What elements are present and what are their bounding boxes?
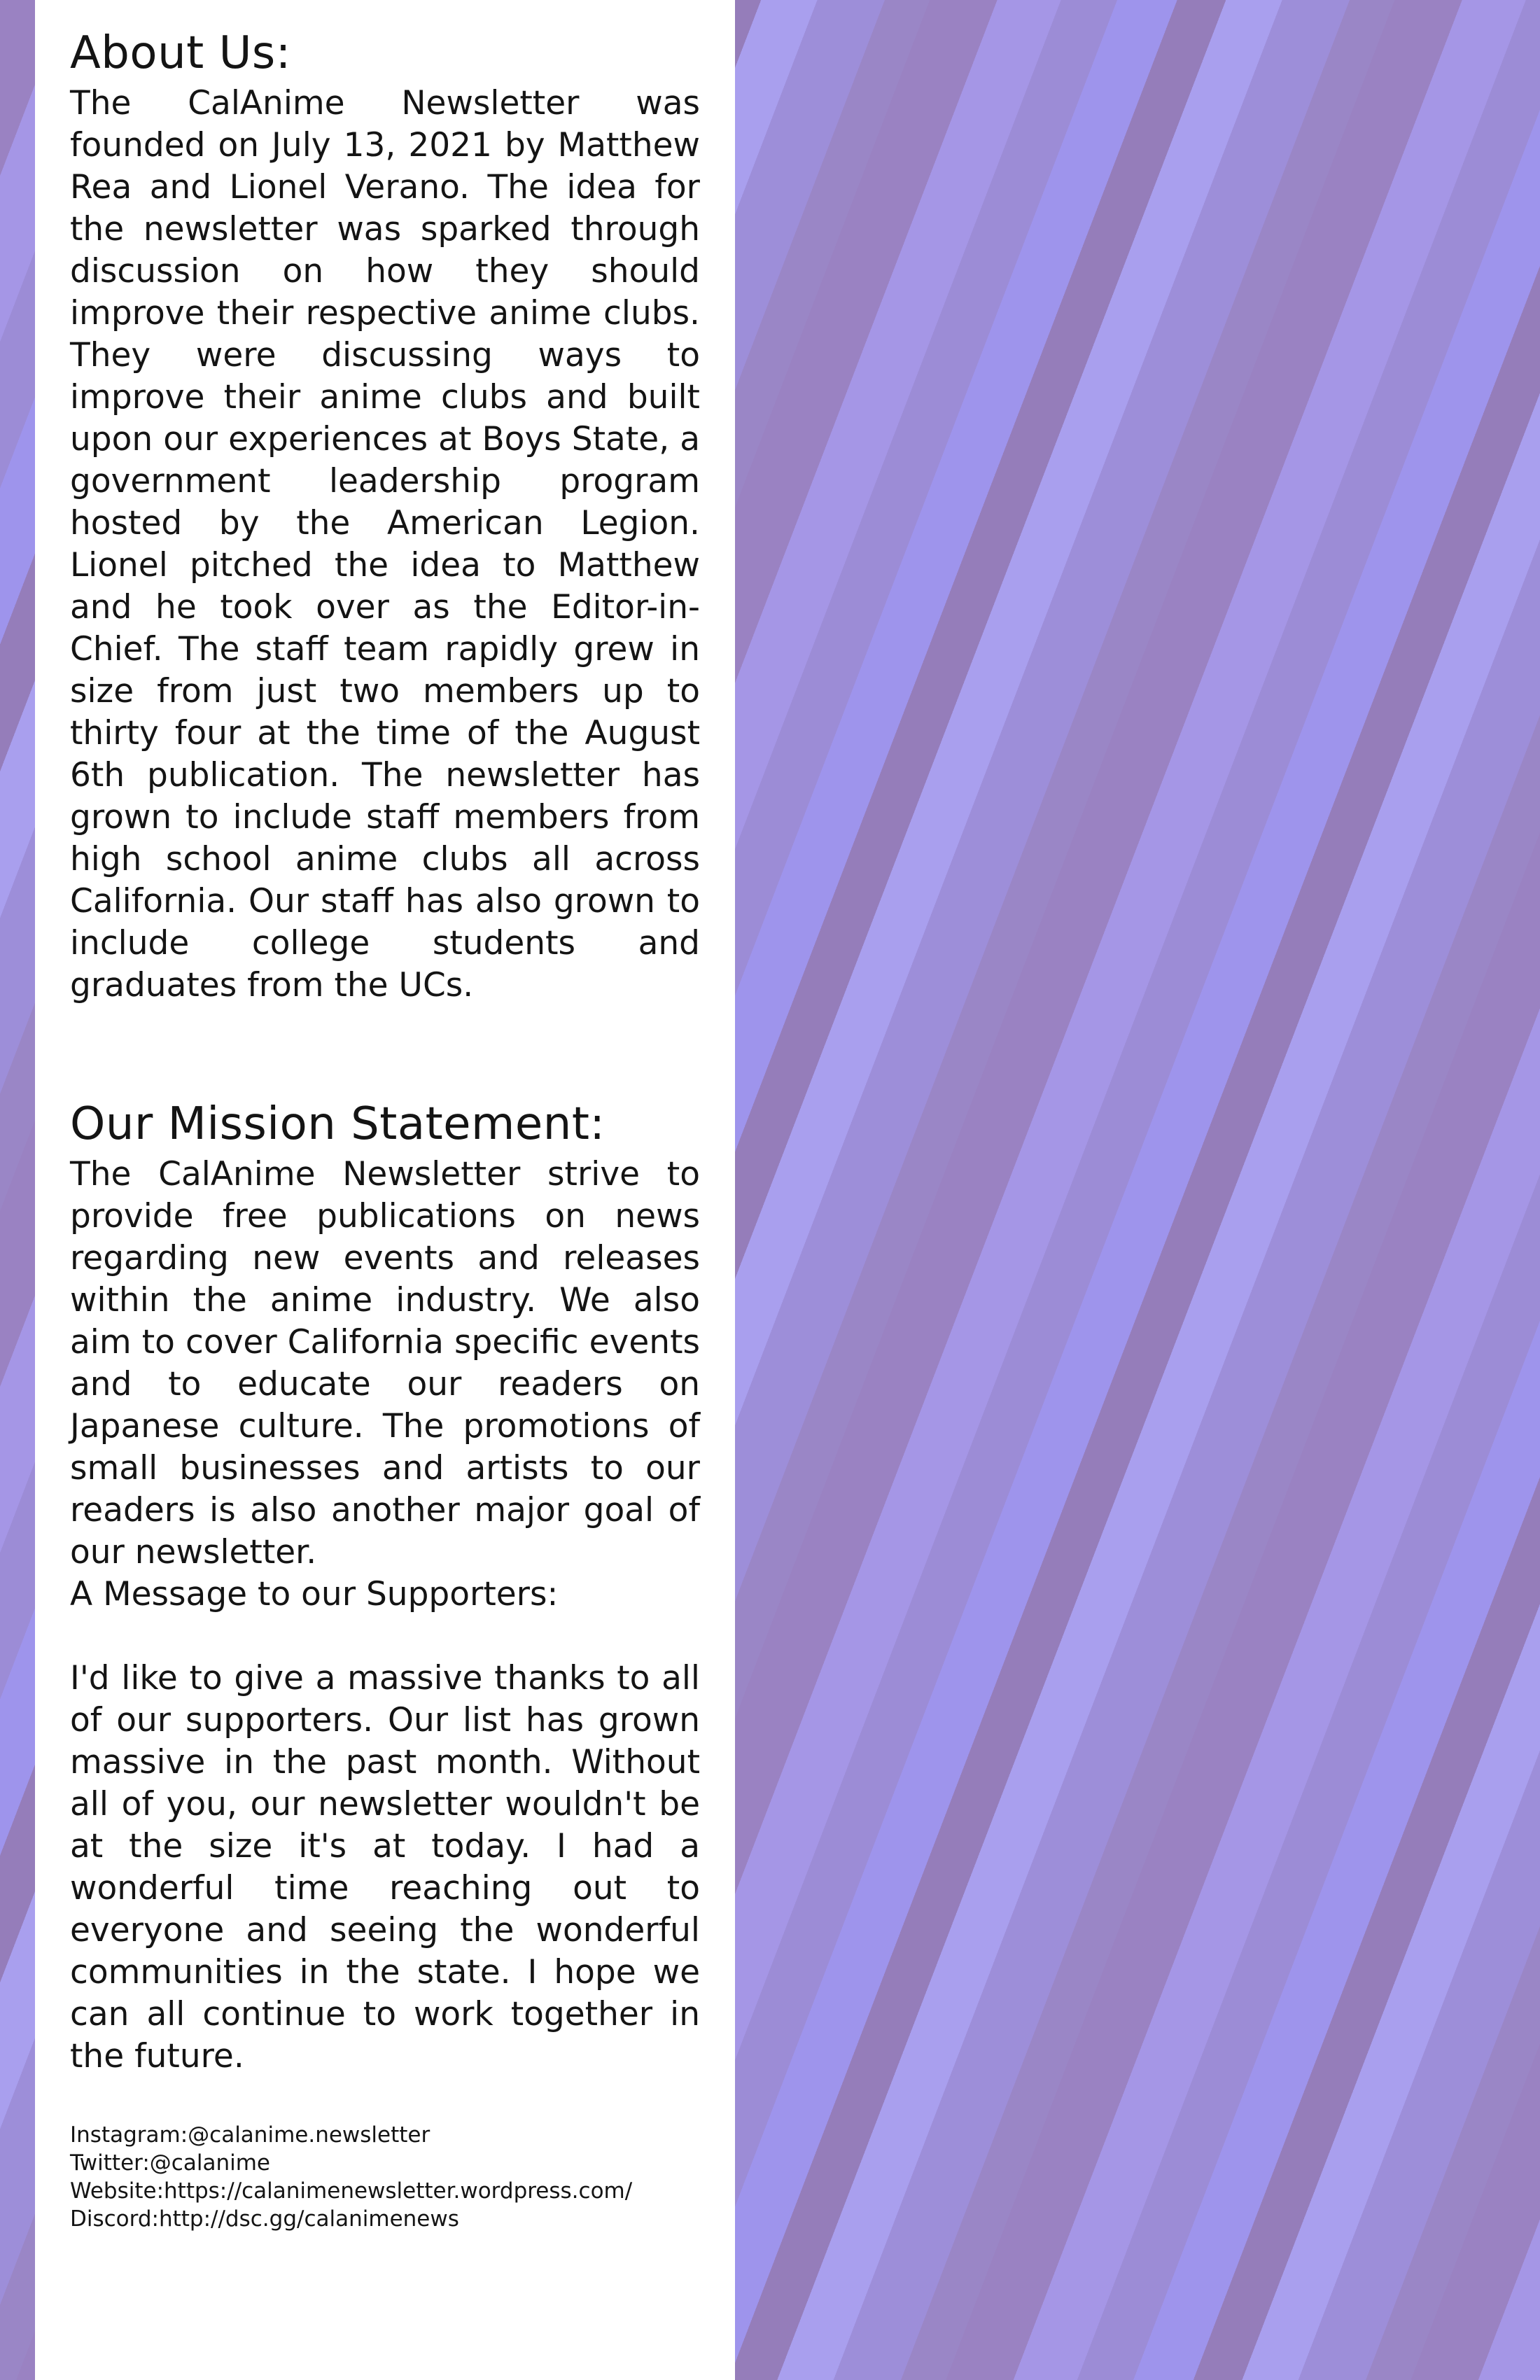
message-title: A Message to our Supporters:: [70, 1575, 559, 1614]
newsletter-content: [70, 25, 700, 2233]
instagram-link[interactable]: Instagram:@calanime.newsletter: [70, 2122, 430, 2148]
mission-body: The CalAnime Newsletter strive to provide free publications on news regarding new events and releases within the anime industry. We also aim to cover California specific events and to educate our readers on Japanese culture. The promotions of small businesses and artists to our readers is also another major goal of our newsletter.: [70, 1155, 700, 1572]
about-body: The CalAnime Newsletter was founded on July 13, 2021 by Matthew Rea and Lionel Verano. The idea for the newsletter was sparked through discussion on how they should improve their respective anime clubs. They were discussing ways to improve their anime clubs and built upon our experiences at Boys State, a government leadership program hosted by the American Legion. Lionel pitched the idea to Matthew and he took over as the Editor-in-Chief. The staff team rapidly grew in size from just two members up to thirty four at the time of the August 6th publication. The newsletter has grown to include staff members from high school anime clubs all across California. Our staff has also grown to include college students and graduates from the UCs.: [70, 84, 700, 1004]
about-heading: About Us:: [70, 27, 291, 79]
twitter-link[interactable]: Twitter:@calanime: [70, 2150, 270, 2176]
social-links: [70, 2121, 700, 2233]
discord-link[interactable]: Discord:http://dsc.gg/calanimenews: [70, 2206, 459, 2232]
message-body: I'd like to give a massive thanks to all of our supporters. Our list has grown massive in the past month. Without all of you, our newsletter wouldn't be at the size it's at today. I had a wonderful time reaching out to everyone and seeing the wonderful communities in the state. I hope we can all continue to work together in the future.: [70, 1659, 700, 2076]
website-link[interactable]: Website:https://calanimenewsletter.wordpress.com/: [70, 2178, 633, 2204]
mission-heading: Our Mission Statement:: [70, 1098, 606, 1150]
